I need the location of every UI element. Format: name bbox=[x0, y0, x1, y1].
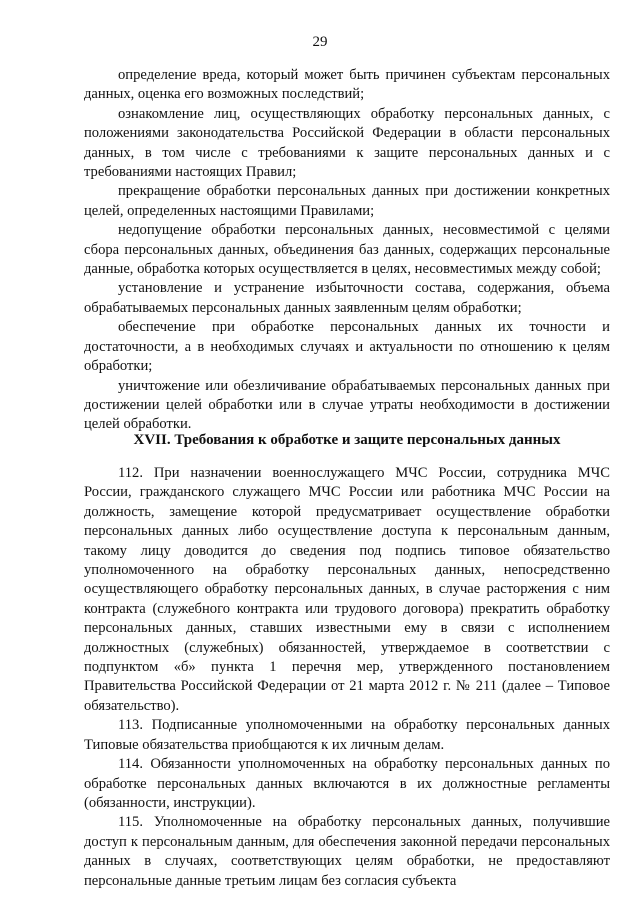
paragraph: недопущение обработки персональных данных, несовместимой с целями сбора персональных данных, объединения баз данных, содержащих персональные данные, обработка которых осуществляется в целях, несовместимых между собой; bbox=[84, 222, 610, 278]
paragraph: ознакомление лиц, осуществляющих обработку персональных данных, с положениями законодательства Российской Федерации в области персональных данных, в том числе с требованиями к защите персональных данных и с требованиями настоящих Правил; bbox=[84, 105, 610, 181]
paragraph: определение вреда, который может быть причинен субъектам персональных данных, оценка его возможных последствий; bbox=[84, 67, 610, 103]
paragraph: обеспечение при обработке персональных данных их точности и достаточности, а в необходимых случаях и актуальности по отношению к целям обработки; bbox=[84, 319, 610, 375]
paragraph: 114. Обязанности уполномоченных на обработку персональных данных по обработке персональных данных включаются в их должностные регламенты (обязанности, инструкции). bbox=[84, 756, 610, 811]
paragraph: 112. При назначении военнослужащего МЧС России, сотрудника МЧС России, гражданского служащего МЧС России или работника МЧС России на должность, замещение которой предусматривает осуществление обработки персональных данных либо осуществление доступа к персональным данным, такому лицу доводится до сведения под подпись типовое обязательство уполномоченного на обработку персональных данных, непосредственно осуществляющего обработку персональных данных, в случае расторжения с ним контракта (служебного контракта или трудового договора) прекратить обработку персональных данных, ставших известными ему в связи с исполнением должностных (служебных) обязанностей, утверждаемое в соответствии с подпунктом «б» пункта 1 перечня мер, утвержденного постановлением Правительства Российской Федерации от 21 марта 2012 г. № 211 (далее – Типовое обязательство). bbox=[84, 465, 610, 714]
paragraph-list-bottom bbox=[84, 464, 610, 891]
page-number: 29 bbox=[312, 34, 328, 50]
paragraph-list-top bbox=[84, 66, 610, 435]
paragraph: прекращение обработки персональных данных при достижении конкретных целей, определенных настоящими Правилами; bbox=[84, 183, 610, 219]
section-heading: XVII. Требования к обработке и защите персональных данных bbox=[133, 432, 561, 448]
paragraph: 113. Подписанные уполномоченными на обработку персональных данных Типовые обязательства приобщаются к их личным делам. bbox=[84, 717, 610, 753]
paragraph: 115. Уполномоченные на обработку персональных данных, получившие доступ к персональным данным, для обеспечения законной передачи персональных данных в случаях, соответствующих целям обработки, не предоставляют персональные данные третьим лицам без согласия субъекта bbox=[84, 814, 610, 889]
paragraph: уничтожение или обезличивание обрабатываемых персональных данных при достижении целей обработки или в случае утраты необходимости в достижении целей обработки. bbox=[84, 377, 610, 433]
paragraph: установление и устранение избыточности состава, содержания, объема обрабатываемых персональных данных заявленным целям обработки; bbox=[84, 280, 610, 316]
